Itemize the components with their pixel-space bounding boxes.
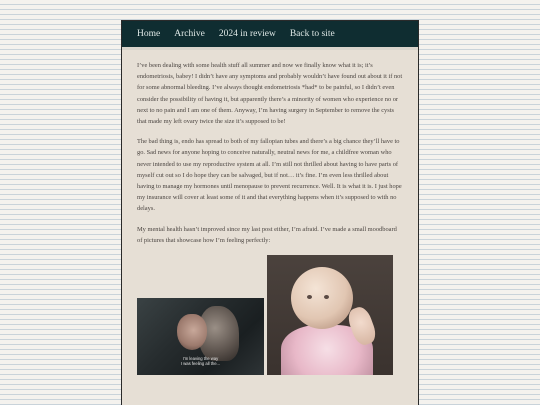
- moodboard-gallery: [137, 255, 403, 375]
- moodboard-image-broken-doll[interactable]: [267, 255, 393, 375]
- image-subtitle-line-2: I was feeling all the...: [180, 361, 221, 367]
- post-paragraph: The bad thing is, endo has spread to both of my fallopian tubes and there’s a big chance they’ll have to go. Sad news for anyone hoping to conceive naturally, neutral news for me, a childfree woman who never intended to use my reproductive system at all. I’m still not thrilled about having to have parts of myself cut out so I do hope they can be salvaged, but if not… it’s fine. I’m even less thrilled about having to manage my hormones until menopause to prevent recurrence. Well. It is what it is. I just hope my insurance will cover at least some of it and that everything happens when it’s supposed to with no delays.: [137, 138, 402, 213]
- nav-home-link[interactable]: Home: [137, 29, 161, 39]
- post-paragraph: I’ve been dealing with some health stuff all summer and now we finally know what it is; it’s endometriosis, babey! I didn’t have any symptoms and probably wouldn’t have found out about it if not for some abnormal bleeding. I’ve always thought endometriosis *had* to be painful, so I didn’t even consider the possibility of having it, but apparently there’s a minority of women who experience no or next to no pain and I am one of them. Anyway, I’m having surgery in September to remove the cysts that made my left ovary twice the size it’s supposed to be!: [137, 62, 403, 126]
- top-nav: [122, 21, 418, 50]
- nav-back-to-site-link[interactable]: Back to site: [289, 29, 335, 39]
- doll-head-shape: [291, 267, 353, 329]
- image-face-shape: [177, 314, 207, 350]
- moodboard-image-woman-on-couch[interactable]: [137, 298, 264, 375]
- post-paragraph: My mental health hasn’t improved since my last post either, I’m afraid. I’ve made a small moodboard of pictures that showcase how I’m feeling perfectly:: [137, 225, 397, 244]
- image-subtitle-line-1: I'm leaving the way: [182, 356, 219, 362]
- nav-archive-link[interactable]: Archive: [174, 29, 205, 39]
- post-content: [122, 50, 418, 375]
- blog-page: [121, 20, 419, 405]
- nav-2024-review-link[interactable]: 2024 in review: [218, 29, 276, 39]
